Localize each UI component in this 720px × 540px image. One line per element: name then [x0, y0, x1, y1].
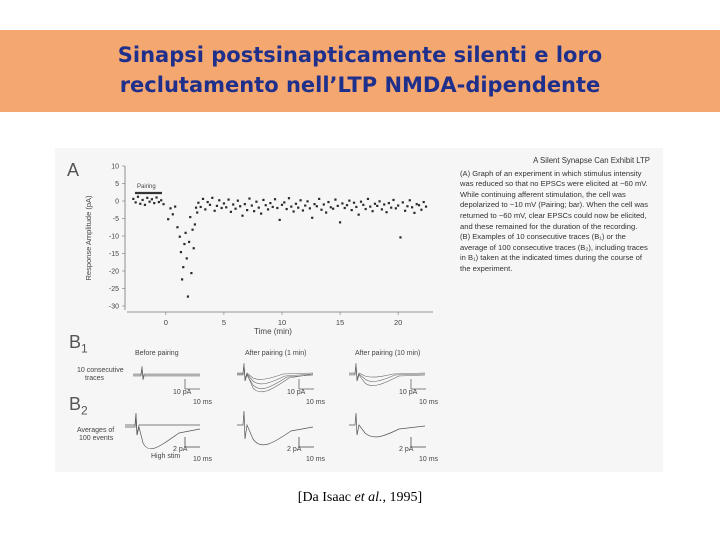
panel-b2-label: $B_2$	[69, 394, 88, 418]
y-tick-label: 5	[115, 181, 119, 188]
b2-high-stim-label: High stim	[151, 453, 181, 460]
data-point	[367, 198, 369, 200]
data-point	[304, 204, 306, 206]
data-point	[265, 204, 267, 206]
data-point	[425, 206, 427, 208]
data-point	[306, 200, 308, 202]
b1-col2-scale-current: 10 pA	[287, 389, 306, 396]
data-point	[332, 208, 334, 210]
data-point	[162, 203, 164, 205]
data-point	[362, 204, 364, 206]
data-point	[323, 203, 325, 205]
data-point	[413, 212, 415, 214]
data-point	[355, 206, 357, 208]
data-point	[269, 202, 271, 204]
data-point	[409, 199, 411, 201]
data-point	[146, 197, 148, 199]
y-tick-label: -10	[108, 233, 119, 241]
panel-a-label: A	[67, 160, 80, 180]
data-point	[274, 198, 276, 200]
data-point	[344, 207, 346, 209]
data-point	[392, 199, 394, 201]
data-point	[404, 210, 406, 212]
data-point	[216, 205, 218, 207]
b1-col3-traces	[349, 363, 426, 389]
y-tick-label: 10	[111, 163, 119, 171]
data-point	[299, 199, 301, 201]
caption-text: (A) Graph of an experiment in which stimulus intensity was reduced so that no EPSCs were elicited at −60 mV. While continuing afferent stimulation, the cell was depolarized to −10 mV (Pairing; bar). When the cell was returned to −60 mV, clear EPSCs could now be elicited, and these remained for the duration of the recording. (B) Examples of 10 consecutive traces (B₁) or the average of 100 consecutive traces (B₂), including traces in B₁) taken at the indicated times during the course of the experiment.	[460, 168, 649, 273]
x-tick-label: 10	[277, 318, 287, 327]
data-point	[420, 209, 422, 211]
data-point	[207, 201, 209, 203]
data-point	[297, 207, 299, 209]
data-point	[330, 206, 332, 208]
data-point	[258, 207, 260, 209]
data-point	[237, 200, 239, 202]
b2-side-label-2: 100 events	[79, 435, 114, 442]
b2-side-label-1: Averages of	[77, 427, 115, 434]
data-point	[169, 207, 171, 209]
data-point	[132, 198, 134, 200]
y-tick-label: -15	[108, 251, 119, 258]
data-point	[372, 210, 374, 212]
data-point	[383, 203, 385, 205]
data-point	[302, 209, 304, 211]
data-point	[272, 206, 274, 208]
data-point	[151, 198, 153, 200]
data-point	[267, 208, 269, 210]
data-point	[196, 211, 198, 213]
data-point	[293, 210, 295, 212]
data-point	[182, 266, 184, 268]
data-point	[139, 203, 141, 205]
data-point	[244, 203, 246, 205]
data-point	[339, 221, 341, 223]
data-point	[381, 208, 383, 210]
data-point	[148, 201, 150, 203]
data-point	[260, 213, 262, 215]
data-point	[227, 199, 229, 201]
y-tick-label: -5	[112, 216, 119, 223]
data-point	[346, 204, 348, 206]
data-point	[186, 257, 188, 259]
y-tick-label: 0	[115, 198, 119, 206]
data-point	[251, 204, 253, 206]
data-point	[416, 203, 418, 205]
data-point	[320, 209, 322, 211]
x-tick-label: 15	[335, 318, 345, 327]
data-point	[378, 200, 380, 202]
data-point	[188, 241, 190, 243]
b1-col3-title: After pairing (10 min)	[355, 350, 421, 357]
data-point	[351, 209, 353, 211]
data-point	[200, 206, 202, 208]
data-point	[318, 198, 320, 200]
data-point	[358, 214, 360, 216]
data-point	[348, 200, 350, 202]
data-point	[374, 203, 376, 205]
data-point	[167, 218, 169, 220]
data-point	[406, 205, 408, 207]
b2-col2-averages	[237, 411, 314, 447]
data-point	[187, 295, 189, 297]
data-point	[399, 236, 401, 238]
figure-caption	[460, 156, 650, 275]
slide-title-line-1: Sinapsi postsinapticamente silenti e loro	[117, 43, 603, 67]
pairing-label: Pairing	[137, 184, 156, 190]
data-point	[158, 201, 160, 203]
y-tick-label: -30	[108, 303, 119, 311]
b2-col1-averages	[125, 413, 200, 449]
b1-col1-title: Before pairing	[135, 350, 179, 357]
data-point	[313, 203, 315, 205]
data-point	[181, 278, 183, 280]
data-point	[218, 199, 220, 201]
data-point	[202, 198, 204, 200]
x-tick-label: 5	[221, 318, 227, 327]
data-point	[325, 211, 327, 213]
citation-prefix: [Da Isaac	[297, 490, 355, 505]
data-point	[172, 213, 174, 215]
data-point	[193, 247, 195, 249]
data-point	[388, 202, 390, 204]
data-point	[246, 209, 248, 211]
data-point	[197, 202, 199, 204]
data-point	[376, 205, 378, 207]
data-point	[334, 199, 336, 201]
data-point	[276, 207, 278, 209]
data-point	[253, 210, 255, 212]
data-point	[174, 206, 176, 208]
b1-col3-scale-time: 10 ms	[419, 399, 439, 406]
data-point	[337, 205, 339, 207]
data-point	[155, 196, 157, 198]
b1-side-label-2: traces	[85, 375, 105, 382]
b1-col2-traces	[237, 363, 314, 392]
citation-suffix: , 1995]	[382, 490, 423, 505]
b1-col1-scale-time: 10 ms	[193, 399, 213, 406]
data-point	[360, 201, 362, 203]
data-point	[397, 204, 399, 206]
data-point	[184, 232, 186, 234]
data-point	[214, 210, 216, 212]
data-point	[225, 206, 227, 208]
data-point	[137, 196, 139, 198]
data-point	[327, 201, 329, 203]
caption-heading: A Silent Synapse Can Exhibit LTP	[533, 156, 650, 165]
data-point	[309, 207, 311, 209]
data-point	[180, 251, 182, 253]
x-axis-label: Time (min)	[254, 327, 292, 336]
data-point	[290, 206, 292, 208]
b2-col3-scale-time: 10 ms	[419, 456, 439, 463]
data-point	[211, 197, 213, 199]
data-point	[286, 208, 288, 210]
data-point	[234, 208, 236, 210]
panel-b1-label: $B_1$	[69, 332, 88, 356]
data-point	[190, 272, 192, 274]
data-point	[385, 211, 387, 213]
data-point	[423, 201, 425, 203]
data-point	[232, 203, 234, 205]
citation	[0, 490, 720, 506]
response-amplitude-scatter	[55, 148, 455, 348]
data-point	[411, 206, 413, 208]
data-point	[135, 201, 137, 203]
data-point	[204, 208, 206, 210]
data-point	[183, 243, 185, 245]
data-point	[239, 205, 241, 207]
data-point	[279, 219, 281, 221]
b2-col2-scale-time: 10 ms	[306, 456, 326, 463]
b1-col2-title: After pairing (1 min)	[245, 350, 307, 357]
y-tick-label: -20	[108, 268, 119, 276]
data-point	[395, 207, 397, 209]
data-point	[144, 204, 146, 206]
b1-col3-scale-current: 10 pA	[399, 389, 418, 396]
data-point	[283, 201, 285, 203]
b2-col3-scale-current: 2 pA	[399, 446, 414, 453]
data-point	[248, 197, 250, 199]
data-point	[189, 216, 191, 218]
data-point	[316, 205, 318, 207]
data-point	[255, 201, 257, 203]
data-point	[418, 204, 420, 206]
data-point	[353, 202, 355, 204]
data-point	[295, 203, 297, 205]
data-point	[241, 215, 243, 217]
data-point	[390, 207, 392, 209]
data-point	[402, 201, 404, 203]
b1-col2-scale-time: 10 ms	[306, 399, 326, 406]
data-point	[230, 211, 232, 213]
b2-col2-scale-current: 2 pA	[287, 446, 302, 453]
y-axis-label: Response Amplitude (pA)	[84, 195, 93, 281]
data-point	[311, 217, 313, 219]
data-point	[262, 199, 264, 201]
b2-col1-scale-time: 10 ms	[193, 456, 213, 463]
data-point	[288, 197, 290, 199]
data-point	[191, 229, 193, 231]
b2-col1-scale-current: 2 pA	[173, 446, 188, 453]
data-point	[194, 223, 196, 225]
data-point	[153, 202, 155, 204]
data-point	[176, 226, 178, 228]
slide-title-line-2: reclutamento nell’LTP NMDA-dipendente	[119, 73, 601, 97]
data-point	[179, 236, 181, 238]
slide-title	[0, 40, 720, 100]
data-point	[223, 202, 225, 204]
figure-panel	[55, 148, 663, 472]
x-tick-label: 20	[393, 318, 403, 327]
b2-col3-averages	[349, 413, 426, 447]
data-point	[281, 204, 283, 206]
data-point	[341, 202, 343, 204]
data-point	[160, 199, 162, 201]
data-point	[221, 207, 223, 209]
x-tick-label: 0	[163, 318, 168, 327]
data-point	[195, 207, 197, 209]
data-point	[365, 208, 367, 210]
b1-col1-scale-current: 10 pA	[173, 389, 192, 396]
data-point	[142, 199, 144, 201]
data-point	[369, 206, 371, 208]
b1-col1-traces	[133, 366, 200, 389]
citation-italic: et al.	[354, 490, 383, 505]
y-tick-label: -25	[108, 286, 119, 293]
example-traces	[55, 343, 475, 473]
data-point	[209, 204, 211, 206]
b1-side-label-1: 10 consecutive	[77, 367, 124, 374]
